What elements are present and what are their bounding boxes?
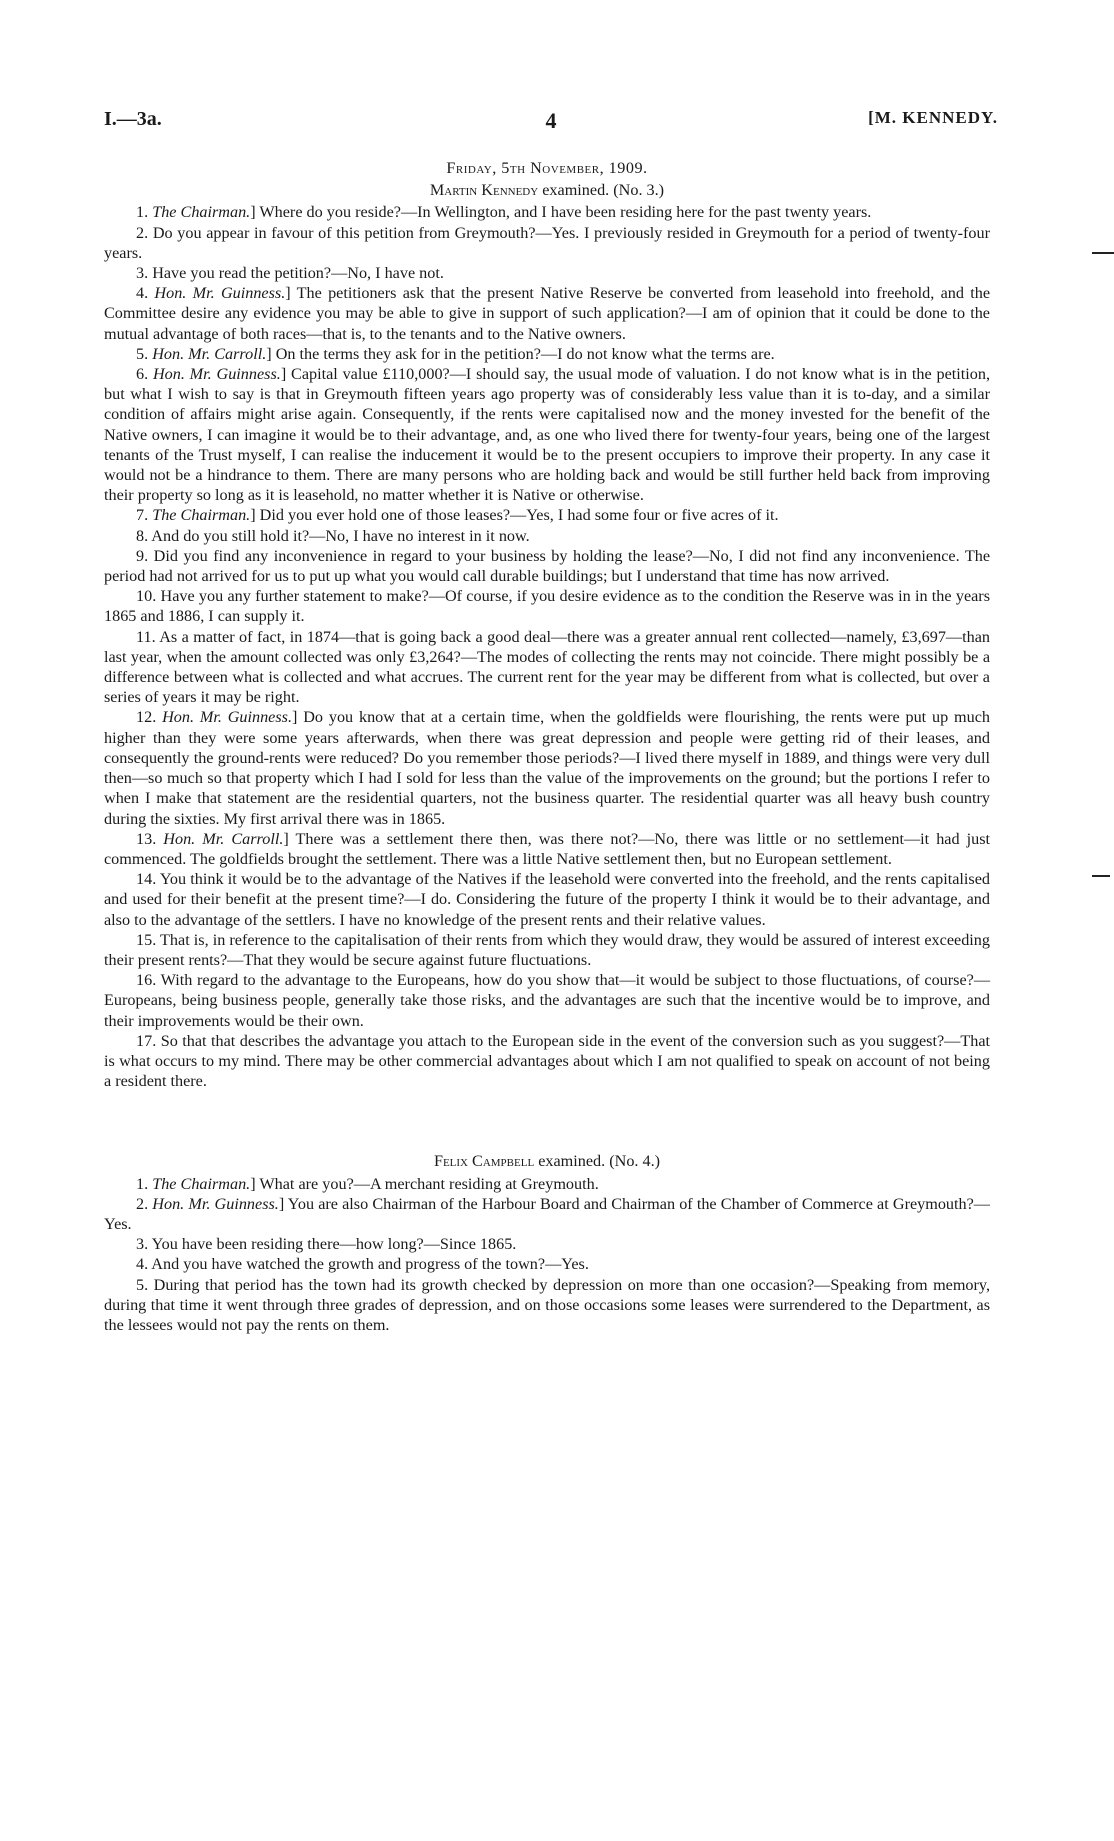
question-paragraph bbox=[104, 970, 990, 1031]
question-text: Did you find any inconvenience in regard to your business by holding the lease?—No, I did not find any inconvenience. The period had not arrived for us to put up what you would call durable buildings; but I understand that time has now arrived. bbox=[104, 546, 991, 586]
question-number: 15. bbox=[136, 930, 161, 949]
question-text: That is, in reference to the capitalisation of their rents from which they would draw, they would be assured of interest exceeding their present rents?—That they would be secure against future fluctuations. bbox=[104, 930, 990, 969]
witness-name: Martin Kennedy bbox=[429, 181, 539, 200]
question-text: ] What are you?—A merchant residing at Greymouth. bbox=[250, 1174, 599, 1193]
question-number: 1. bbox=[136, 203, 153, 222]
question-number: 4. bbox=[136, 284, 155, 303]
document-body bbox=[104, 158, 990, 1335]
session-date: Friday, 5th November, 1909. bbox=[446, 159, 648, 177]
question-number: 10. bbox=[136, 587, 161, 606]
speaker-name: Hon. Mr. Guinness. bbox=[152, 365, 281, 384]
question-paragraph bbox=[104, 1254, 990, 1274]
question-number: 2. bbox=[136, 1194, 153, 1213]
question-text: ] There was a settlement there then, was there not?—No, there was little or no settlement—it had just commenced. The goldfields brought the settlement. There was a little Native settlement then, but no European settlement. bbox=[104, 829, 991, 868]
question-paragraph bbox=[104, 1031, 990, 1092]
question-list bbox=[104, 202, 990, 1091]
question-number: 3. bbox=[136, 1235, 152, 1254]
speaker-name: The Chairman. bbox=[152, 506, 251, 525]
question-paragraph bbox=[104, 829, 990, 869]
question-number: 6. bbox=[136, 365, 153, 384]
question-text: ] The petitioners ask that the present Native Reserve be converted from leasehold into freehold, and the Committee desire any evidence you may be able to give in support of such application?—I am of opinion that it could be done to the mutual advantage of both races—that is, to the tenants and to the Native owners. bbox=[104, 284, 990, 343]
speaker-name: Hon. Mr. Carroll. bbox=[152, 344, 267, 363]
examined-label: examined. (No. 4.) bbox=[534, 1152, 661, 1171]
question-paragraph bbox=[104, 546, 990, 586]
examination-heading bbox=[104, 180, 990, 200]
header-reference: I.—3a. bbox=[104, 108, 162, 130]
question-text: You have been residing there—how long?—Since 1865. bbox=[151, 1235, 517, 1254]
question-text: ] Do you know that at a certain time, when the goldfields were flourishing, the rents were put up much higher than they were some years afterwards, when there was great depression and people were getting rid of their leases, and consequently the ground-rents were reduced? Do you remember those periods?—I lived there myself in 1889, and things were very dull then—so much so that property which I had I sold for less than the value of the improvements on the ground; but the portions I refer to when I make that statement are the residential quarters, not the business quarter. The residential quarter was all heavy bush country during the sixties. My first arrival there was in 1865. bbox=[104, 708, 990, 828]
examined-label: examined. (No. 3.) bbox=[538, 181, 665, 200]
question-number: 4. bbox=[136, 1255, 152, 1274]
question-text: ] Where do you reside?—In Wellington, and I have been residing here for the past twenty years. bbox=[250, 203, 872, 222]
section-gap bbox=[104, 1091, 990, 1149]
examination-section-2 bbox=[104, 1151, 990, 1335]
header-witness: [M. KENNEDY. bbox=[868, 108, 998, 127]
question-text: And you have watched the growth and progress of the town?—Yes. bbox=[151, 1255, 589, 1274]
examination-section-1 bbox=[104, 180, 990, 1091]
question-text: With regard to the advantage to the Europeans, how do you show that—it would be subject to those fluctuations, of course?—Europeans, being business people, generally take those risks, and the advantages are such that the incentive would be to improve, and their improvements would be their own. bbox=[104, 971, 991, 1030]
question-number: 7. bbox=[136, 506, 153, 525]
question-text: And do you still hold it?—No, I have no interest in it now. bbox=[151, 526, 530, 545]
question-number: 12. bbox=[136, 708, 163, 727]
question-text: During that period has the town had its growth checked by depression on more than one occasion?—Speaking from memory, during that time it went through three grades of depression, and on those occasions some leases were surrendered to the Department, as the lessees would not pay the rents on them. bbox=[104, 1275, 991, 1334]
question-paragraph bbox=[104, 627, 990, 708]
question-paragraph bbox=[104, 707, 990, 828]
question-number: 11. bbox=[136, 627, 160, 646]
question-number: 2. bbox=[136, 223, 153, 242]
question-paragraph bbox=[104, 505, 990, 525]
question-text: ] Capital value £110,000?—I should say, the usual mode of valuation. I do not know what is in the petition, but what I wish to say is that in Greymouth fifteen years ago property was of considerably less value than it is to-day, and a similar condition of affairs might arise again. Consequently, if the rents were capitalised now and the money invested for the benefit of the Native owners, I can imagine it would be to their advantage, and, as one who lived there for twenty-four years, being one of the largest tenants of the Trust myself, I can realise the inducement it would be to the present occupiers to improve their property. In any case it would not be a hindrance to them. There are many persons who are holding back and would be still further held back from improving their property so long as it is leasehold, no matter whether it is Native or otherwise. bbox=[104, 365, 990, 505]
question-text: As a matter of fact, in 1874—that is going back a good deal—there was a greater annual rent collected—namely, £3,697—than last year, when the amount collected was only £3,264?—The modes of collecting the rents may not coincide. There might possibly be a difference between what is collected and what accrues. The current rent for the year may be different from what is collected, but over a series of years it may be right. bbox=[104, 627, 990, 707]
question-paragraph bbox=[104, 1234, 990, 1254]
question-paragraph bbox=[104, 344, 990, 364]
question-text: Do you appear in favour of this petition from Greymouth?—Yes. I previously resided in Greymouth for a period of twenty-four years. bbox=[104, 223, 991, 262]
question-paragraph bbox=[104, 1194, 990, 1234]
question-list bbox=[104, 1174, 990, 1336]
question-text: Have you read the petition?—No, I have not. bbox=[152, 264, 444, 283]
question-number: 9. bbox=[136, 546, 154, 565]
speaker-name: Hon. Mr. Guinness. bbox=[154, 284, 286, 303]
question-text: You think it would be to the advantage of the Natives if the leasehold were converted into the freehold, and the rents capitalised and used for their benefit at the present time?—I do. Considering the future of the property I think it would be to their advantage, and also to the advantage of the settlers. I have no knowledge of the present rents and their relative values. bbox=[104, 870, 990, 929]
question-text: ] Did you ever hold one of those leases?—Yes, I had some four or five acres of it. bbox=[250, 506, 779, 525]
question-paragraph bbox=[104, 263, 990, 283]
question-text: Have you any further statement to make?—Of course, if you desire evidence as to the condition the Reserve was in in the years 1865 and 1886, I can supply it. bbox=[104, 587, 990, 626]
question-paragraph bbox=[104, 869, 990, 930]
question-paragraph bbox=[104, 1174, 990, 1194]
question-paragraph bbox=[104, 930, 990, 970]
question-paragraph bbox=[104, 223, 990, 263]
question-number: 5. bbox=[136, 1275, 154, 1294]
speaker-name: Hon. Mr. Carroll. bbox=[163, 829, 284, 848]
margin-mark bbox=[1092, 252, 1114, 254]
speaker-name: The Chairman. bbox=[152, 203, 251, 222]
question-paragraph bbox=[104, 1275, 990, 1336]
margin-mark bbox=[1092, 875, 1110, 877]
page-number: 4 bbox=[545, 108, 557, 133]
question-text: So that that describes the advantage you attach to the European side in the event of the conversion such as you suggest?—That is what occurs to my mind. There may be other commercial advantages about which I am not qualified to speak on account of not being a resident there. bbox=[104, 1031, 991, 1091]
question-number: 8. bbox=[136, 526, 152, 545]
witness-name: Felix Campbell bbox=[433, 1152, 535, 1171]
question-text: ] On the terms they ask for in the petition?—I do not know what the terms are. bbox=[266, 344, 775, 363]
question-number: 14. bbox=[136, 870, 160, 889]
question-number: 5. bbox=[136, 344, 153, 363]
speaker-name: Hon. Mr. Guinness. bbox=[152, 1194, 279, 1213]
speaker-name: Hon. Mr. Guinness. bbox=[162, 708, 293, 727]
question-number: 16. bbox=[136, 971, 161, 990]
question-number: 1. bbox=[136, 1174, 153, 1193]
question-paragraph bbox=[104, 586, 990, 626]
question-paragraph bbox=[104, 283, 990, 344]
question-number: 17. bbox=[136, 1031, 161, 1050]
question-number: 3. bbox=[136, 264, 153, 283]
page-header bbox=[104, 108, 998, 138]
question-paragraph bbox=[104, 526, 990, 546]
question-paragraph bbox=[104, 202, 990, 222]
speaker-name: The Chairman. bbox=[152, 1174, 251, 1193]
examination-heading bbox=[104, 1151, 990, 1171]
question-paragraph bbox=[104, 364, 990, 505]
question-text: ] You are also Chairman of the Harbour Board and Chairman of the Chamber of Commerce at Greymouth?—Yes. bbox=[104, 1194, 990, 1233]
question-number: 13. bbox=[136, 829, 164, 848]
